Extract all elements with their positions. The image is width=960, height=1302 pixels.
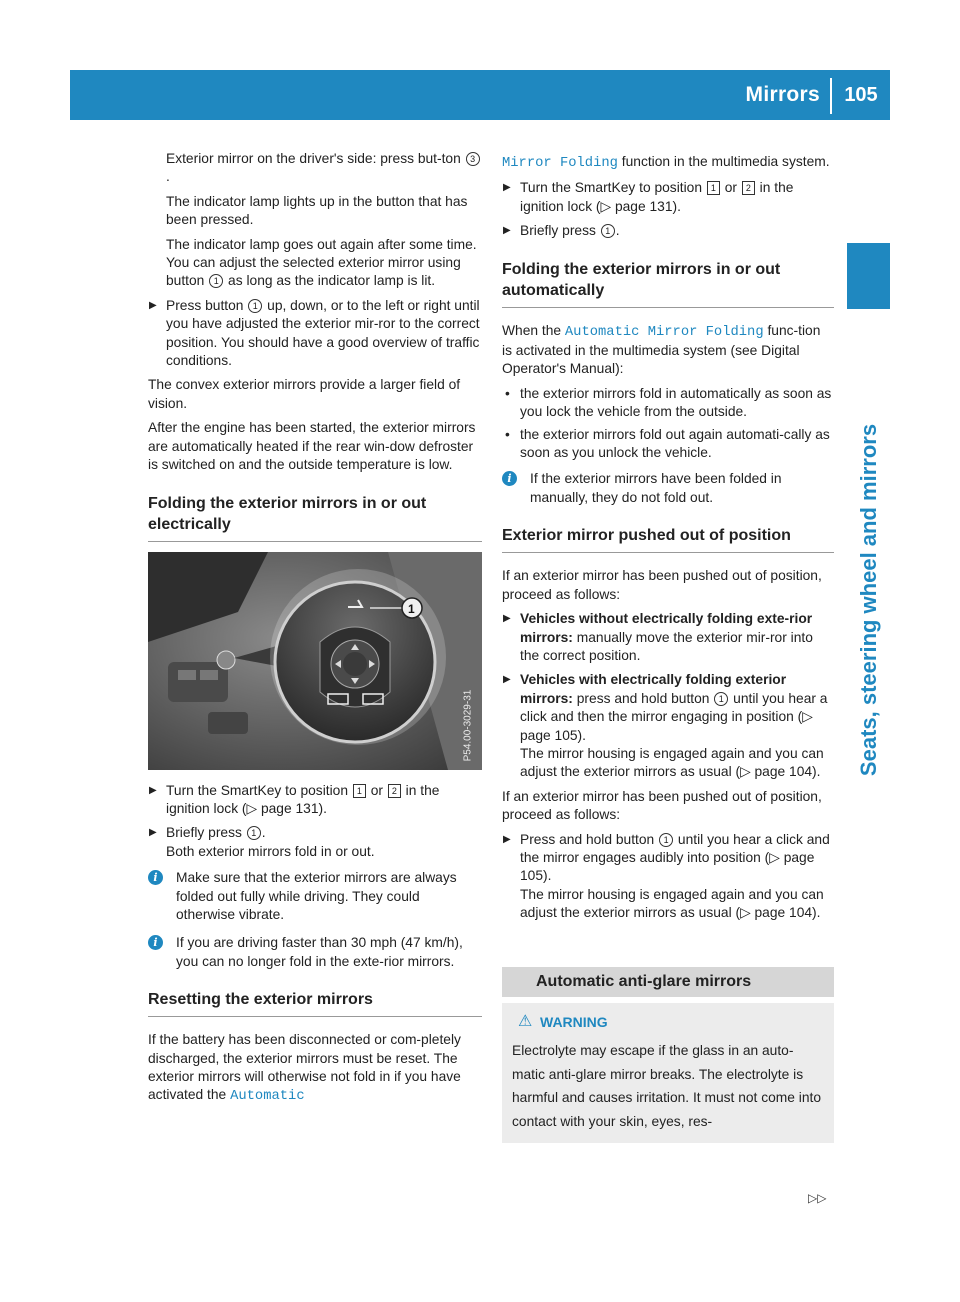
info-icon: i (148, 935, 163, 950)
header-bar (70, 70, 890, 120)
page-number: 105 (844, 84, 878, 106)
button-number-icon: 1 (248, 299, 262, 313)
list-item: • the exterior mirrors fold out again automati-cally as soon as you unlock the vehicle. (505, 426, 830, 461)
step-arrow-icon: ▶ (149, 827, 157, 839)
warning-title: ⚠ WARNING (518, 1012, 608, 1030)
step-arrow-icon: ▶ (149, 784, 157, 796)
image-code: P54.00-3029-31 (462, 689, 474, 762)
button-number-icon: 1 (714, 692, 728, 706)
instruction-step: ▶ Briefly press 1 . Both exterior mirrors fold in or out. (149, 825, 375, 859)
right-column (502, 153, 834, 1143)
mirror-control-photo (148, 552, 482, 770)
key-position-icon: 2 (388, 784, 401, 798)
step-arrow-icon: ▶ (503, 833, 511, 845)
step-arrow-icon: ▶ (149, 299, 157, 311)
menu-term: Automatic (230, 1089, 305, 1105)
section-heading: Resetting the exterior mirrors (148, 989, 482, 1017)
button-number-icon: 1 (209, 274, 223, 288)
key-position-icon: 1 (707, 181, 720, 195)
step-arrow-icon: ▶ (503, 674, 511, 686)
chapter-tab (847, 243, 890, 309)
info-icon: i (148, 870, 163, 885)
button-number-icon: 3 (466, 152, 480, 166)
warning-box (502, 1003, 834, 1143)
step-arrow-icon: ▶ (503, 613, 511, 625)
left-column (148, 150, 482, 1113)
key-position-icon: 1 (353, 784, 366, 798)
button-number-icon: 1 (659, 833, 673, 847)
header-separator (830, 78, 832, 114)
step-arrow-icon: ▶ (503, 225, 511, 237)
step-arrow-icon: ▶ (503, 182, 511, 194)
paragraph: If the battery has been disconnected or com-pletely discharged, the exterior mirrors must be reset. The exterior mirrors will otherwise not fold in if you have activated the Automatic (148, 1032, 461, 1105)
door-panel-illustration (148, 552, 482, 770)
paragraph: If an exterior mirror has been pushed out of position, proceed as follows: (502, 788, 822, 823)
paragraph: After the engine has been started, the exterior mirrors are automatically heated if the rear win-dow defroster is switched on and the outside temperature is low. (148, 420, 476, 473)
instruction-step: ▶ Press button 1 up, down, or to the left or right until you have adjusted the exterior mir-ror to the correct position. You should have a good overview of traffic conditions. (149, 297, 480, 369)
paragraph: The indicator lamp goes out again after some time. You can adjust the selected exterior mirror using button 1 as long as the indicator lamp is lit. (166, 236, 477, 289)
paragraph: If an exterior mirror has been pushed out of position, proceed as follows: (502, 568, 822, 602)
list-item: • the exterior mirrors fold in automatically as soon as you lock the vehicle from the outside. (505, 385, 832, 420)
section-banner: Automatic anti-glare mirrors (502, 967, 834, 997)
continued-marker: ▷▷ (808, 1191, 827, 1205)
button-number-icon: 1 (601, 224, 615, 238)
menu-term: Mirror Folding (502, 156, 618, 171)
paragraph: Exterior mirror on the driver's side: press but-ton 3. (148, 150, 482, 187)
menu-term: Automatic Mirror Folding (564, 324, 764, 340)
instruction-step: ▶ Vehicles without electrically folding exte-rior mirrors: manually move the exterior mir-ror into the correct position. (503, 611, 813, 663)
paragraph: The convex exterior mirrors provide a larger field of vision. (148, 377, 461, 411)
callout-number: 1 (408, 601, 415, 616)
instruction-step: ▶ Press and hold button 1 until you hear a click and the mirror engages audibly into position (▷ page 105). The mirror housing is engaged again and you can adjust the exterior mirrors as usual (▷ page 104). (503, 831, 830, 921)
button-number-icon: 1 (247, 826, 261, 840)
info-note: i If the exterior mirrors have been folded in manually, they do not fold out. (502, 470, 834, 507)
section-heading: Exterior mirror pushed out of position (502, 525, 834, 553)
instruction-step: ▶ Briefly press 1 . (502, 222, 834, 240)
warning-text: Electrolyte may escape if the glass in an auto-matic anti-glare mirror breaks. The electrolyte is harmful and causes irritation. It must not come into contact with your skin, eyes, res- (512, 1043, 822, 1129)
key-position-icon: 2 (742, 181, 755, 195)
instruction-step: ▶ Vehicles with electrically folding exterior mirrors: press and hold button 1 until you hear a click and then the mirror engaging in position (▷ page 105). The mirror housing is engaged again and you can adjust the exterior mirrors as usual (▷ page 104). (503, 672, 828, 780)
instruction-step: ▶ Turn the SmartKey to position 1 or 2 in the ignition lock (▷ page 131). (149, 782, 440, 816)
paragraph: The indicator lamp lights up in the button that has been pressed. (166, 193, 468, 228)
warning-triangle-icon: ⚠ (518, 1012, 533, 1030)
paragraph: Mirror Folding function in the multimedia system. (502, 154, 830, 171)
instruction-step: ▶ Turn the SmartKey to position 1 or 2 in the ignition lock (▷ page 131). (503, 180, 794, 214)
info-note: i Make sure that the exterior mirrors are always folded out fully while driving. They could otherwise vibrate. (148, 869, 482, 924)
chapter-side-label: Seats, steering wheel and mirrors (856, 423, 881, 777)
info-note: i If you are driving faster than 30 mph (47 km/h), you can no longer fold in the exte-rior mirrors. (148, 934, 482, 971)
section-heading: Folding the exterior mirrors in or out electrically (148, 493, 482, 542)
chapter-title: Mirrors (745, 83, 820, 106)
paragraph: When the Automatic Mirror Folding func-tion is activated in the multimedia system (see Digital Operator's Manual): (502, 322, 821, 377)
info-icon: i (502, 471, 517, 486)
section-heading: Folding the exterior mirrors in or out automatically (502, 259, 834, 308)
